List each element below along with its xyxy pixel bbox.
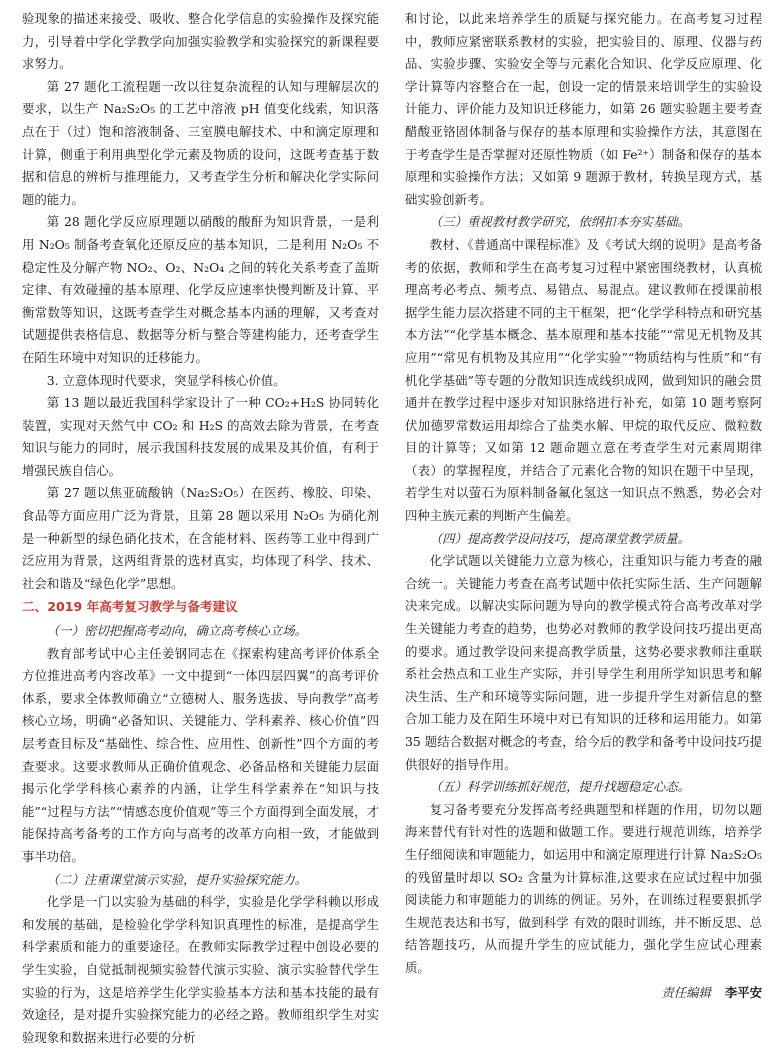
- paragraph: 教育部考试中心主任姜钢同志在《探索构建高考评价体系全方位推进高考内容改革》一文中提到“一体四层四翼”的高考评价体系，要求全体教师确立“立德树人、服务选拔、导向教学”高考核心立场，明确“必备知识、关键能力、学科素养、核心价值”四层考查目标及“基础性、综合性、应用性、创新性”四个方面的考查要求。这要求教师从正确价值观念、必备品格和关键能力层面揭示化学学科核心素养的内涵，让学生科学素养在“知识与技能”“过程与方法”“情感态度价值观”等三个方面得到全面发展，才能保持高考备考的工作方向与高考的改革方向相一致，才能做到事半功倍。: [22, 645, 379, 864]
- subsection-heading: （五）科学训练抓好规范，提升找题稳定心态。: [429, 779, 690, 795]
- paragraph: 3. 立意体现时代要求，突显学科核心价值。: [46, 372, 286, 388]
- subsection-heading: （一）密切把握高考动向，确立高考核心立场。: [46, 623, 307, 639]
- paragraph: 复习备考要充分发挥高考经典题型和样题的作用，切勿以题海来替代有针对性的选题和做题工作。要进行规范训练，培养学生仔细阅读和审题能力，如运用中和滴定原理进行计算 Na₂S₂O₅ 的残留量时却以 SO₂ 含量为计算标准,这要求在应试过程中加强阅读能力和审题能力的训练的例证。另外，在训练过程要狠抓学生规范表达和书写，做到科学 有效的限时训练，并不断反思、总结答题技巧，从而提升学生的应试能力，强化学生应试心理素质。: [405, 801, 762, 975]
- editor-label: 责任编辑: [661, 984, 711, 1000]
- paragraph: 验现象的描述来接受、吸收、整合化学信息的实验操作及探究能力，引导着中学化学教学向加强实验教学和实验探究的新课程要求努力。: [22, 11, 379, 72]
- subsection-heading: （二）注重课堂演示实验，提升实验探究能力。: [46, 871, 307, 887]
- paragraph: 化学试题以关键能力立意为核心，注重知识与能力考查的融合统一。关键能力考查在高考试题中依托实际生活、生产问题解决来完成。以解决实际问题为导向的教学模式符合高考改革对学生关键能力考查的趋势，也势必对教师的教学设问技巧提出更高的要求。通过教学设问来提高教学质量，这势必要求教师注重联系社会热点和工业生产实际，并引导学生利用所学知识思考和解决生活、生产和环境等实际问题，进一步提升学生对新信息的整合加工能力及在陌生环境中对已有知识的迁移和运用能力。如第 35 题结合数据对概念的考查，给今后的教学和备考中设问技巧提供很好的指导作用。: [405, 553, 762, 772]
- paragraph: 第 13 题以最近我国科学家设计了一种 CO₂+H₂S 协同转化装置，实现对天然气中 CO₂ 和 H₂S 的高效去除为背景，在考查知识与能力的同时，展示我国科技发展的成果及其价值，有利于增强民族自信心。: [22, 395, 379, 478]
- subsection-heading: （三）重视教材教学研究，依纲扣本夯实基础。: [429, 214, 690, 230]
- editor-credit: [405, 982, 762, 1005]
- paragraph: 第 28 题化学反应原理题以硝酸的酸酐为知识背景，一是利用 N₂O₅ 制备考查氧化还原反应的基本知识，二是利用 N₂O₅ 不稳定性及分解产物 NO₂、O₂、N₂O₄ 之间的转化关系考查了盖斯定律、有效碰撞的基本原理、化学反应速率快慢判断及计算、平衡常数等知识，这既考查学生对概念基本内涵的理解，又考查对试题提供表格信息、数据等分析与整合等建构能力，还考查学生在陌生环境中对知识的迁移能力。: [22, 214, 379, 365]
- right-column: [405, 8, 762, 1004]
- paragraph: 第 27 题以焦亚硫酸钠（Na₂S₂O₅）在医药、橡胶、印染、食品等方面应用广泛为背景，且第 28 题以采用 N₂O₅ 为硝化剂是一种新型的绿色硝化技术，在含能材料、医药等工业中得到广泛应用为背景，这两组背景的选材真实，均体现了科学、技术、社会和谐及“绿色化学”思想。: [22, 485, 379, 591]
- subsection-heading: （四）提高教学设问技巧，提高课堂教学质量。: [429, 530, 690, 546]
- paragraph: 和讨论，以此来培养学生的质疑与探究能力。在高考复习过程中，教师应紧密联系教材的实验，把实验目的、原理、仪器与药品、实验步骤、实验安全等与元素化合知识、化学反应原理、化学计算等内容整合在一起，创设一定的情景来培训学生的实验设计能力、评价能力及知识迁移能力，如第 26 题实验题主要考查醋酸亚铬固体制备与保存的基本原理和实验操作方法，其意图在于考查学生是否掌握对还原性物质（如 Fe²⁺）制备和保存的基本原理和实验操作方法；又如第 9 题源于教材，转换呈现方式，基础实验创新考。: [405, 11, 762, 207]
- section-heading: 二、2019 年高考复习教学与备考建议: [22, 599, 238, 615]
- paragraph: 化学是一门以实验为基础的科学，实验是化学学科赖以形成和发展的基础，是检验化学学科知识真理性的标准，是提高学生科学素质和能力的重要途径。在教师实际教学过程中创设必要的学生实验，自觉抵制视频实验替代演示实验、演示实验替代学生实验的行为，这是培养学生化学实验基本方法和基本技能的最有效途径，是对提升实验探究能力的必经之路。教师组织学生对实验现象和数据来进行必要的分析: [22, 894, 379, 1045]
- article-page: [22, 8, 762, 1045]
- paragraph: 教材、《普通高中课程标准》及《考试大纲的说明》是高考备考的依据，教师和学生在高考复习过程中紧密围绕教材，认真梳理高考必考点、频考点、易错点、易混点。建议教师在授课前根据学生能力层次搭建不同的主干框架，把“化学学科特点和研究基本方法”“化学基本概念、基本原理和基本技能”“常见无机物及其应用”“常见有机物及其应用”“化学实验”“物质结构与性质”和“有机化学基础”等专题的分散知识连成线织成网，做到知识的融会贯通并在教学过程中逐步对知识脉络进行补充，如第 10 题考察阿伏加德罗常数运用却综合了盐类水解、甲烷的取代反应、微粒数目的计算等；又如第 12 题命题立意在考查学生对元素周期律（表）的掌握程度，并结合了元素化合物的知识在题干中呈现，若学生对以萤石为原料制备氟化氢这一知识点不熟悉，势必会对四种主族元素的判断产生偏差。: [405, 236, 762, 524]
- left-column: [22, 8, 379, 1049]
- editor-name: 李平安: [724, 984, 762, 1000]
- paragraph: 第 27 题化工流程题一改以往复杂流程的认知与理解层次的要求，以生产 Na₂S₂O₅ 的工艺中溶液 pH 值变化线索，知识落点在于（过）饱和溶液制备、三室膜电解技术、中和滴定原理和计算，侧重于利用典型化学元素及物质的设问，这既考查基于数据和信息的辨析与推理能力，又考查学生分析和解决化学实际问题的能力。: [22, 78, 379, 207]
